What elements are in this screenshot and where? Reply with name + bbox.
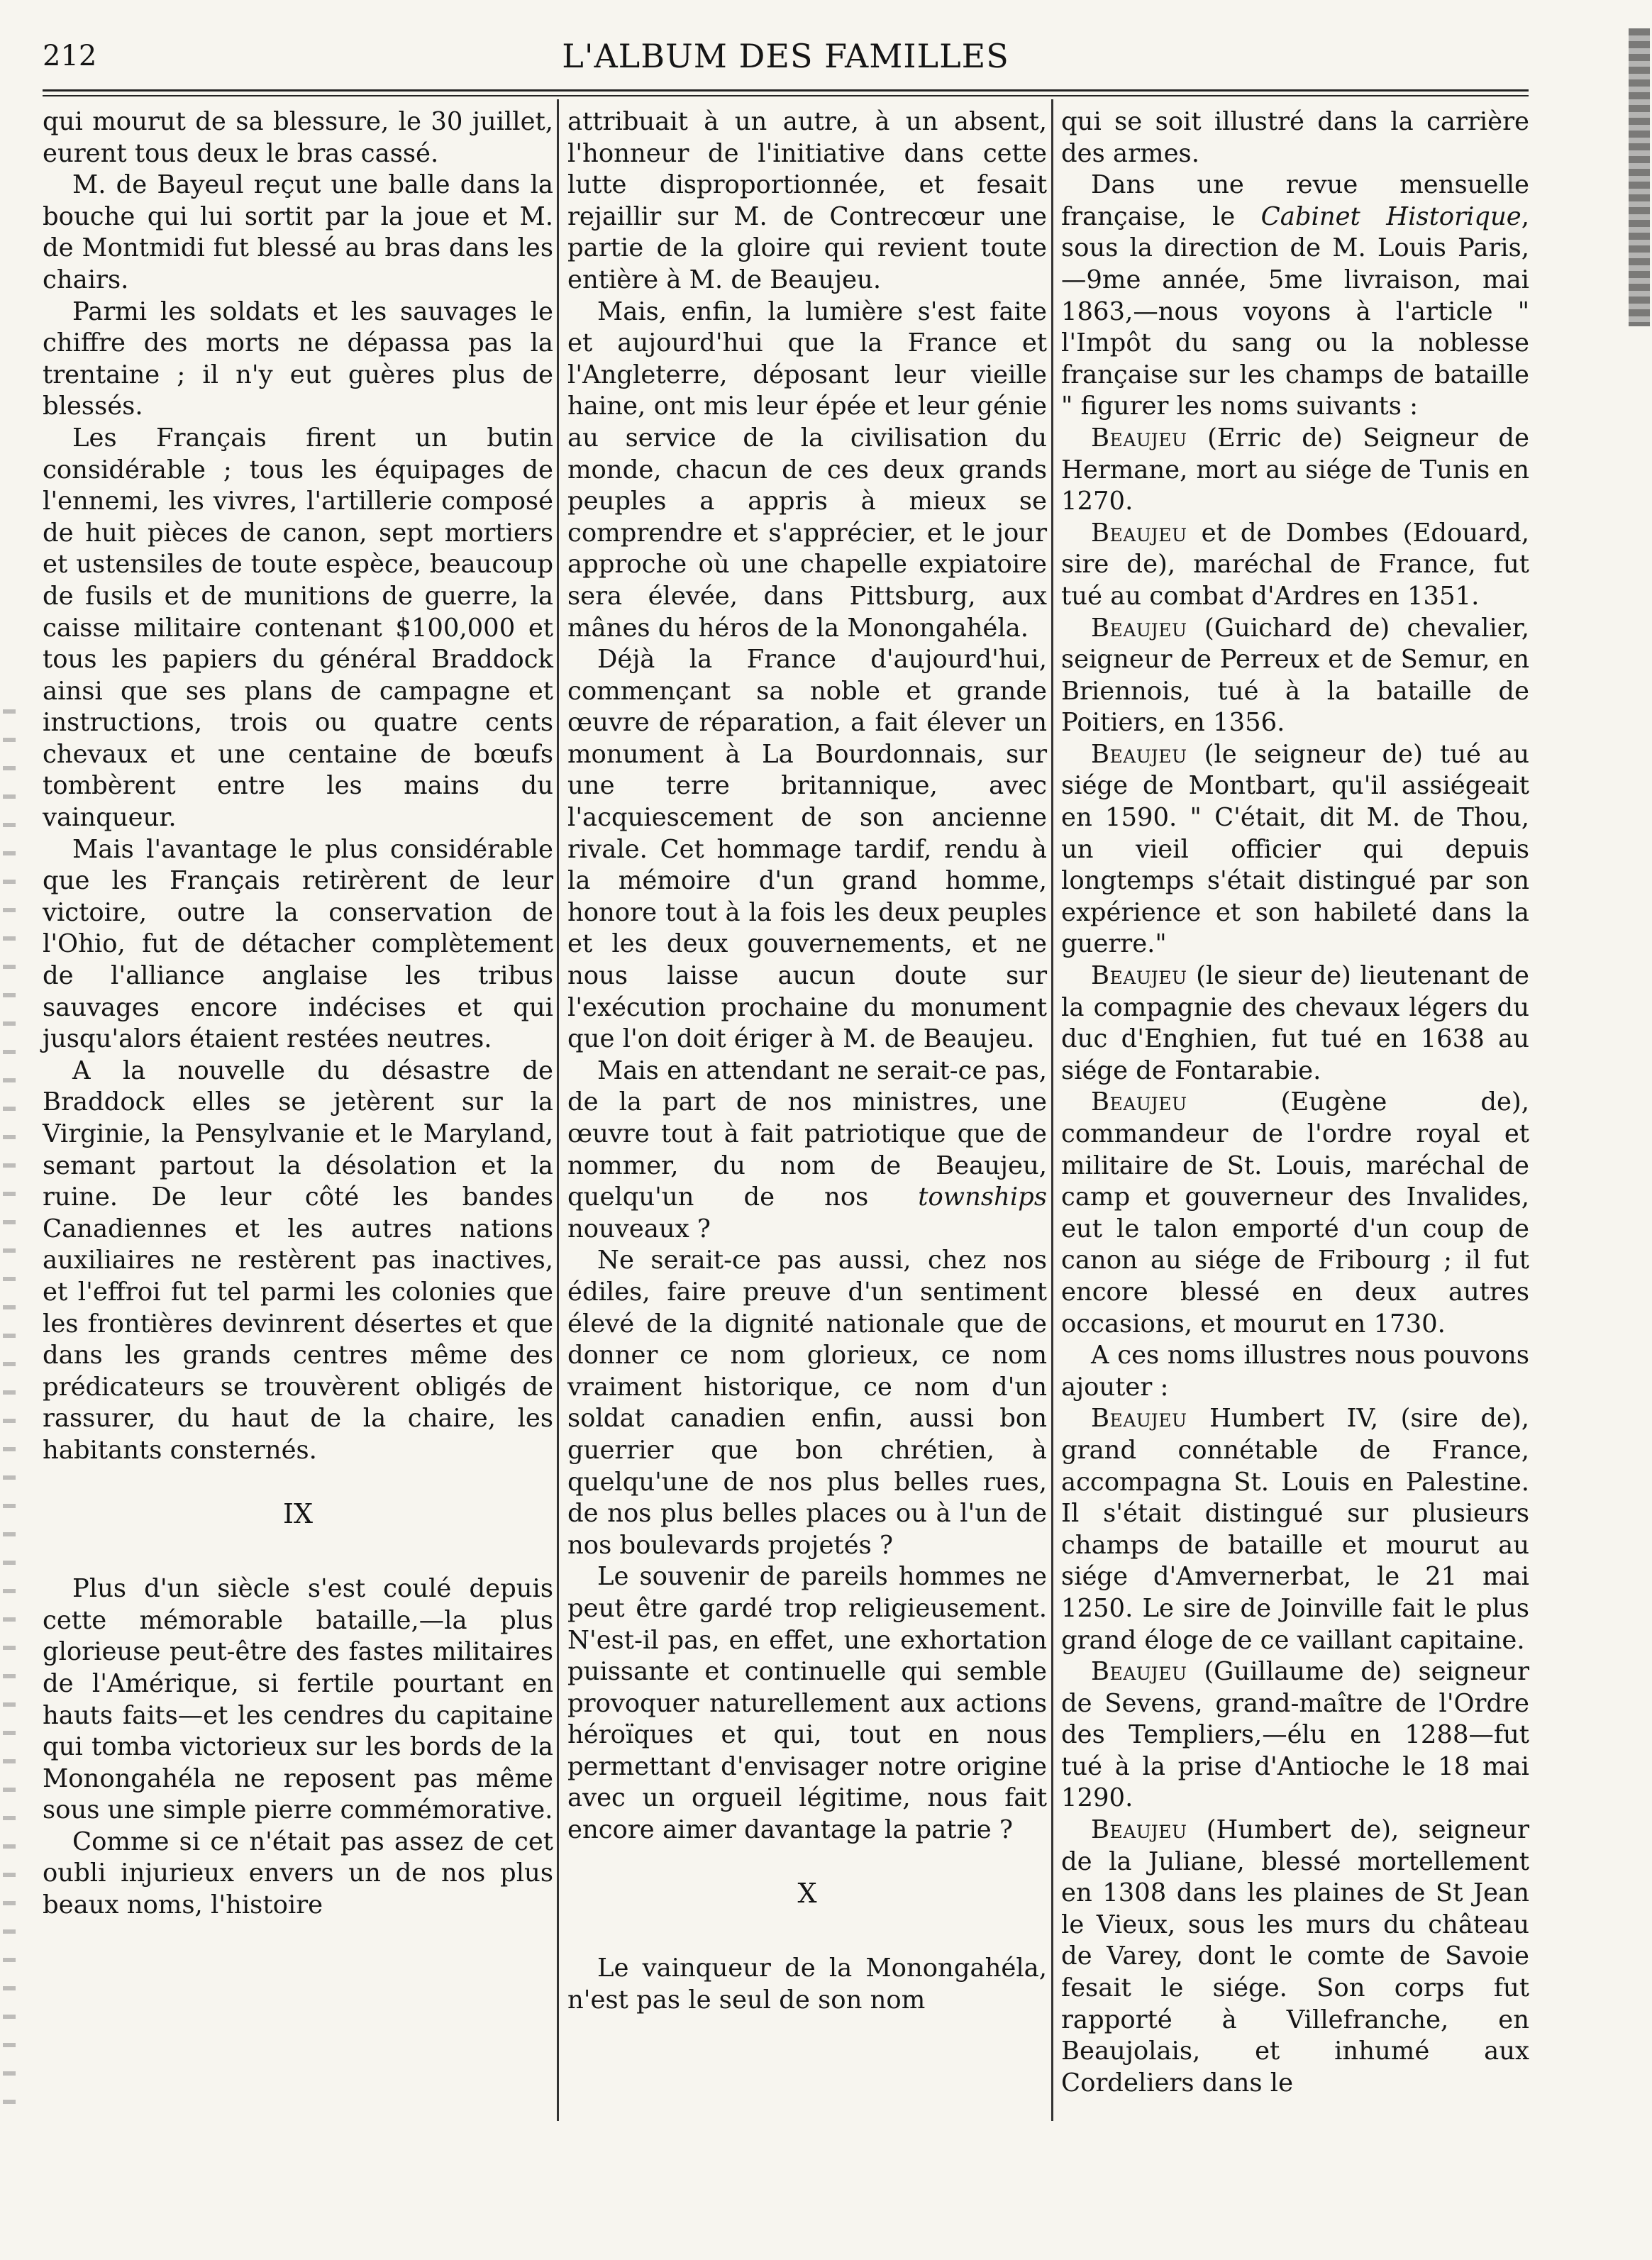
paragraph: qui mourut de sa blessure, le 30 juillet, eurent tous deux le bras cassé.: [43, 107, 553, 168]
paragraph: M. de Bayeul reçut une balle dans la bouche qui lui sortit par la joue et M. de Montmidi fut blessé au bras dans les chairs.: [43, 170, 553, 294]
genealogy-entry: Beaujeu (Guichard de) chevalier, seigneur de Perreux et de Semur, en Briennois, tué à la bataille de Poitiers, en 1356.: [1061, 613, 1529, 738]
paragraph: Mais, enfin, la lumière s'est faite et aujourd'hui que la France et l'Angleterre, déposant leur vieille haine, ont mis leur épée et leur génie au service de la civilisation du monde, chacun de ces deux grands peuples a appris à mieux se comprendre et s'apprécier, et le jour approche où une chapelle expiatoire sera élevée, dans Pittsburg, aux mânes du héros de la Monongahéla.: [567, 297, 1047, 643]
column-divider: [557, 99, 559, 2121]
text-column-3: [1061, 106, 1529, 2099]
header-rule-thin: [43, 95, 1529, 96]
text-column-1: [43, 106, 553, 1922]
paragraph: qui se soit illustré dans la carrière des armes.: [1061, 107, 1529, 168]
paragraph: A la nouvelle du désastre de Braddock elles se jetèrent sur la Virginie, la Pensylvanie et le Maryland, semant partout la désolation et la ruine. De leur côté les bandes Canadiennes et les autres nations auxiliaires ne restèrent pas inactives, et l'effroi fut tel parmi les colonies que les frontières devinrent désertes et que dans les grands centres même des prédicateurs se trouvèrent obligés de rassurer, du haut de la chaire, les habitants consternés.: [43, 1056, 553, 1465]
text-column-2: [567, 106, 1047, 2016]
paragraph: Le vainqueur de la Monongahéla, n'est pas le seul de son nom: [567, 1954, 1047, 2015]
italic-title: Cabinet Historique: [1260, 201, 1521, 231]
paragraph: Le souvenir de pareils hommes ne peut être gardé trop religieusement. N'est-il pas, en effet, une exhortation puissante et continuelle qui semble provoquer naturellement aux actions héroïques et qui, tout en nous permettant d'envisager notre origine avec un orgueil légitime, nous fait encore aimer davantage la patrie ?: [567, 1562, 1047, 1845]
section-heading: IX: [282, 1497, 314, 1529]
column-divider: [1051, 99, 1053, 2121]
header-rule: [43, 89, 1529, 92]
paragraph: Comme si ce n'était pas assez de cet oubli injurieux envers un de nos plus beaux noms, l'histoire: [43, 1827, 553, 1920]
genealogy-entry: Beaujeu (le sieur de) lieutenant de la compagnie des chevaux légers du duc d'Enghien, fut tué en 1638 au siége de Fontarabie.: [1061, 961, 1529, 1085]
section-heading: X: [797, 1877, 817, 1909]
italic-term: townships: [918, 1182, 1047, 1212]
paragraph: attribuait à un autre, à un absent, l'honneur de l'initiative dans cette lutte disproportionnée, et fesait rejaillir sur M. de Contrecœur une partie de la gloire qui revient toute entière à M. de Beaujeu.: [567, 107, 1047, 294]
paragraph: Mais l'avantage le plus considérable que les Français retirèrent de leur victoire, outre la conservation de l'Ohio, fut de détacher complètement de l'alliance anglaise les tribus sauvages encore indécises et qui jusqu'alors étaient restées neutres.: [43, 834, 553, 1054]
paragraph: Mais en attendant ne serait-ce pas, de la part de nos ministres, une œuvre tout à fait patriotique que de nommer, du nom de Beaujeu, quelqu'un de nos townships nouveaux ?: [567, 1056, 1047, 1243]
paragraph: Plus d'un siècle s'est coulé depuis cette mémorable bataille,—la plus glorieuse peut-être des fastes militaires de l'Amérique, si fertile pourtant en hauts faits—et les cendres du capitaine qui tomba victorieux sur les bords de la Monongahéla ne reposent pas même sous une simple pierre commémorative.: [43, 1574, 553, 1825]
paragraph: Ne serait-ce pas aussi, chez nos édiles, faire preuve d'un sentiment élevé de la dignité nationale que de donner ce nom glorieux, ce nom vraiment historique, ce nom d'un soldat canadien enfin, aussi bon guerrier que bon chrétien, à quelqu'une de nos plus belles rues, de nos plus belles places ou à l'un de nos boulevards projetés ?: [567, 1246, 1047, 1560]
genealogy-entry: Beaujeu (le seigneur de) tué au siége de Montbart, qu'il assiégeait en 1590. " C'était, dit M. de Thou, un vieil officier qui depuis longtemps s'était distingué par son expérience et son habileté dans la guerre.": [1061, 739, 1529, 959]
paragraph: Les Français firent un butin considérable ; tous les équipages de l'ennemi, les vivres, l'artillerie composé de huit pièces de canon, sept mortiers et ustensiles de toute espèce, beaucoup de fusils et de munitions de guerre, la caisse militaire contenant $100,000 et tous les papiers du général Braddock ainsi que ses plans de campagne et instructions, trois ou quatre cents chevaux et une centaine de bœufs tombèrent entre les mains du vainqueur.: [43, 423, 553, 833]
paragraph: Parmi les soldats et les sauvages le chiffre des morts ne dépassa pas la trentaine ; il n'y eut guères plus de blessés.: [43, 297, 553, 421]
genealogy-entry: Beaujeu (Guillaume de) seigneur de Sevens, grand-maître de l'Ordre des Templiers,—élu en 1288—fut tué à la prise d'Antioche le 18 mai 1290.: [1061, 1657, 1529, 1813]
page-header: [43, 37, 1529, 79]
scan-edge-noise: [3, 709, 16, 2128]
paragraph: Dans une revue mensuelle française, le Cabinet Historique, sous la direction de M. Louis Paris,—9me année, 5me livraison, mai 1863,—nous voyons à l'article " l'Impôt du sang ou la noblesse française sur les champs de bataille " figurer les noms suivants :: [1061, 170, 1529, 421]
scan-binding-edge: [1629, 28, 1650, 326]
genealogy-entry: Beaujeu et de Dombes (Edouard, sire de), maréchal de France, fut tué au combat d'Ardres en 1351.: [1061, 518, 1529, 611]
paragraph: Déjà la France d'aujourd'hui, commençant sa noble et grande œuvre de réparation, a fait élever un monument à La Bourdonnais, sur une terre britannique, avec l'acquiescement de son ancienne rivale. Cet hommage tardif, rendu à la mémoire d'un grand homme, honore tout à la fois les deux peuples et les deux gouvernements, et ne nous laisse aucun doute sur l'exécution prochaine du monument que l'on doit ériger à M. de Beaujeu.: [567, 645, 1047, 1054]
genealogy-entry: Beaujeu (Humbert de), seigneur de la Juliane, blessé mortellement en 1308 dans les plaines de St Jean le Vieux, sous les murs du château de Varey, dont le comte de Savoie fesait le siége. Son corps fut rapporté à Villefranche, en Beaujolais, et inhumé aux Cordeliers dans le: [1061, 1815, 1529, 2098]
genealogy-entry: Beaujeu Humbert IV, (sire de), grand connétable de France, accompagna St. Louis en Palestine. Il s'était distingué sur plusieurs champs de bataille et mourut au siége d'Amvernerbat, le 21 mai 1250. Le sire de Joinville fait le plus grand éloge de ce vaillant capitaine.: [1061, 1404, 1529, 1655]
genealogy-entry: Beaujeu (Erric de) Seigneur de Hermane, mort au siége de Tunis en 1270.: [1061, 423, 1529, 516]
page-number: 212: [43, 40, 97, 72]
paragraph: A ces noms illustres nous pouvons ajouter :: [1061, 1341, 1529, 1402]
genealogy-entry: Beaujeu (Eugène de), commandeur de l'ordre royal et militaire de St. Louis, maréchal de camp et gouverneur des Invalides, eut le talon emporté d'un coup de canon au siége de Fribourg ; il fut encore blessé en deux autres occasions, et mourut en 1730.: [1061, 1087, 1529, 1339]
running-title: L'ALBUM DES FAMILLES: [562, 37, 1009, 75]
